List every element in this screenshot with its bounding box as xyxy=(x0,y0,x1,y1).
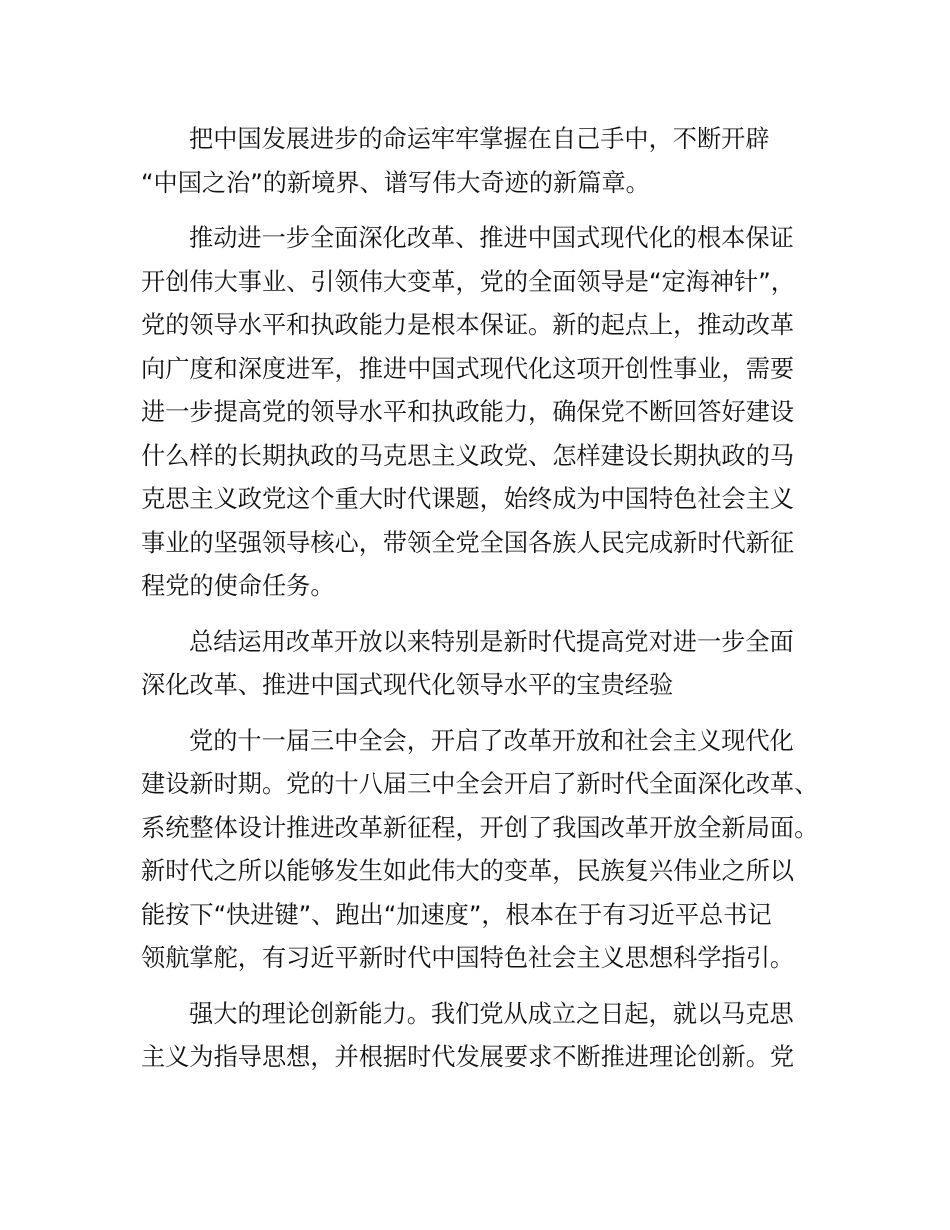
section-heading: 推动进一步全面深化改革、推进中国式现代化的根本保证 xyxy=(189,224,794,252)
text-line: 进一步提高党的领导水平和执政能力，确保党不断回答好建设 xyxy=(141,398,795,426)
text-line: 新时代之所以能够发生如此伟大的变革，民族复兴伟业之所以 xyxy=(141,857,795,885)
paragraph-5 xyxy=(141,993,813,1080)
text-line: 程党的使命任务。 xyxy=(141,572,335,600)
paragraph-3 xyxy=(141,621,813,708)
text-line: 深化改革、推进中国式现代化领导水平的宝贵经验 xyxy=(141,671,674,699)
text-line: 系统整体设计推进改革新征程，开创了我国改革开放全新局面。 xyxy=(141,813,819,842)
document-body xyxy=(141,118,819,1092)
text-line: 党的领导水平和执政能力是根本保证。新的起点上，推动改革 xyxy=(141,311,795,339)
text-line: 主义为指导思想，并根据时代发展要求不断推进理论创新。党 xyxy=(141,1043,795,1071)
text-line: 强大的理论创新能力。我们党从成立之日起，就以马克思 xyxy=(189,999,794,1028)
text-line: “中国之治”的新境界、谱写伟大奇迹的新篇章。 xyxy=(141,168,650,197)
paragraph-2 xyxy=(141,217,813,609)
text-line: 领航掌舵，有习近平新时代中国特色社会主义思想科学指引。 xyxy=(141,944,795,972)
text-line: 把中国发展进步的命运牢牢掌握在自己手中，不断开辟 xyxy=(189,125,770,153)
text-line: 开创伟大事业、引领伟大变革，党的全面领导是“定海神针”， xyxy=(141,267,795,296)
text-line: 什么样的长期执政的马克思主义政党、怎样建设长期执政的马 xyxy=(141,441,795,470)
paragraph-1 xyxy=(141,118,813,205)
text-line: 能按下“快进键”、跑出“加速度”，根本在于有习近平总书记 xyxy=(141,900,772,929)
section-heading: 总结运用改革开放以来特别是新时代提高党对进一步全面 xyxy=(189,627,794,656)
text-line: 克思主义政党这个重大时代课题，始终成为中国特色社会主义 xyxy=(141,485,795,513)
text-line: 向广度和深度进军，推进中国式现代化这项开创性事业，需要 xyxy=(141,354,795,383)
text-line: 事业的坚强领导核心，带领全党全国各族人民完成新时代新征 xyxy=(141,528,795,557)
text-line: 党的十一届三中全会，开启了改革开放和社会主义现代化 xyxy=(189,726,794,755)
text-line: 建设新时期。党的十八届三中全会开启了新时代全面深化改革、 xyxy=(141,770,819,798)
paragraph-4 xyxy=(141,720,819,981)
